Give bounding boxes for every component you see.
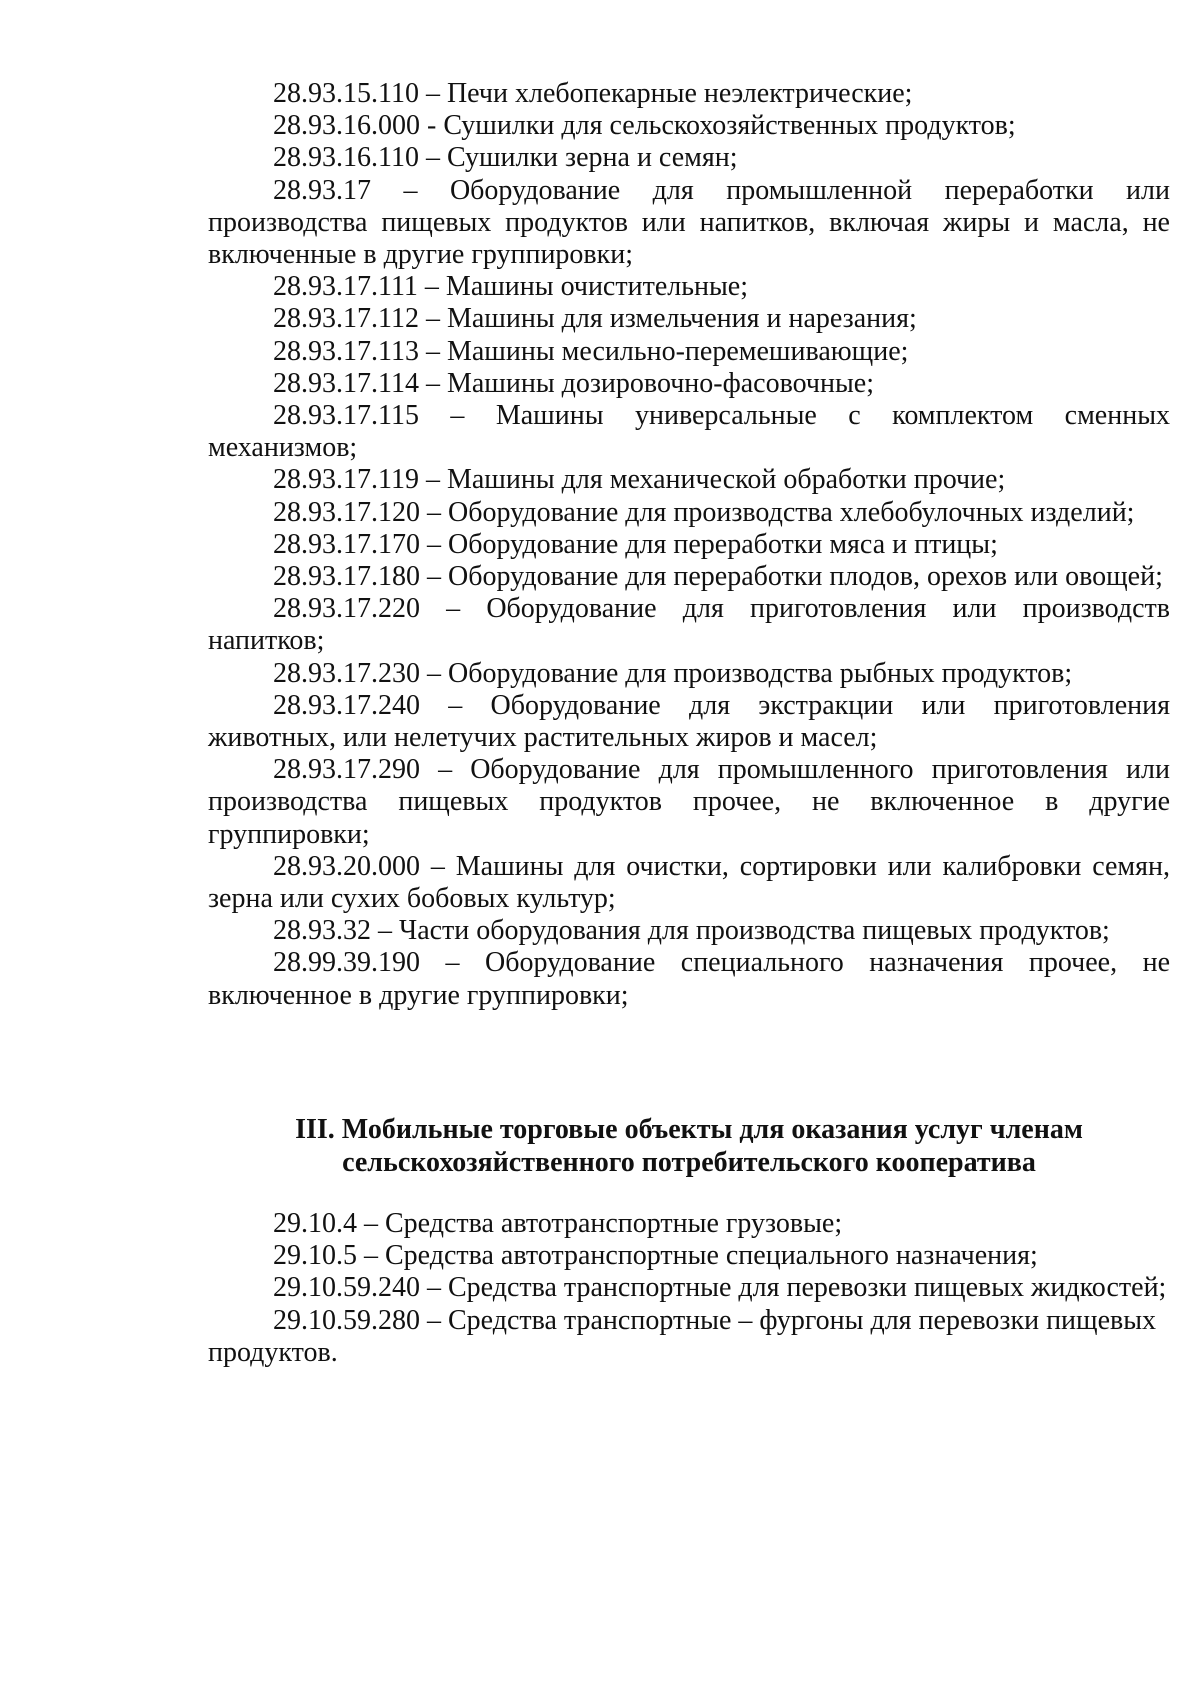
list-item: 28.93.17.240 – Оборудование для экстракции или приготовления животных, или нелетучих растительных жиров и масел; <box>208 689 1170 754</box>
list-item: 28.93.17.114 – Машины дозировочно-фасовочные; <box>273 367 875 399</box>
section-heading-line-2: сельскохозяйственного потребительского кооператива <box>342 1147 1036 1178</box>
list-item: 28.93.15.110 – Печи хлебопекарные неэлектрические; <box>273 78 913 109</box>
list-item: 28.93.17.112 – Машины для измельчения и нарезания; <box>273 303 917 335</box>
list-item: 28.93.20.000 – Машины для очистки, сортировки или калибровки семян, зерна или сухих бобовых культур; <box>208 850 1170 915</box>
list-item: 28.93.17.120 – Оборудование для производства хлебобулочных изделий; <box>273 496 1135 528</box>
list-item: 28.93.16.110 – Сушилки зерна и семян; <box>273 142 738 174</box>
list-item: 29.10.59.280 – Средства транспортные – фургоны для перевозки пищевых продуктов. <box>208 1304 1157 1368</box>
list-item: 28.93.17.230 – Оборудование для производства рыбных продуктов; <box>273 657 1073 689</box>
list-item: 28.93.32 – Части оборудования для производства пищевых продуктов; <box>273 915 1110 947</box>
equipment-code-list <box>0 78 1200 1012</box>
list-item: 28.93.17.220 – Оборудование для приготовления или производств напитков; <box>208 593 1170 657</box>
list-item: 28.93.17.119 – Машины для механической обработки прочие; <box>273 464 1006 496</box>
list-item: 28.93.17.290 – Оборудование для промышленного приготовления или производства пищевых продуктов прочее, не включенное в другие группировки; <box>208 754 1170 850</box>
list-item: 28.93.17.170 – Оборудование для переработки мяса и птицы; <box>273 528 998 560</box>
vehicle-code-list <box>0 1208 1200 1369</box>
list-item: 28.93.17.115 – Машины универсальные с комплектом сменных механизмов; <box>208 400 1170 464</box>
list-item: 29.10.4 – Средства автотранспортные грузовые; <box>273 1208 843 1239</box>
list-item: 28.93.17.111 – Машины очистительные; <box>273 271 748 303</box>
list-item: 29.10.5 – Средства автотранспортные специального назначения; <box>273 1240 1038 1272</box>
list-item: 28.93.17.180 – Оборудование для переработки плодов, орехов или овощей; <box>273 561 1163 593</box>
list-item: 28.93.17.113 – Машины месильно-перемешивающие; <box>273 335 909 367</box>
list-item: 29.10.59.240 – Средства транспортные для перевозки пищевых жидкостей; <box>273 1272 1167 1304</box>
list-item: 28.93.16.000 - Сушилки для сельскохозяйственных продуктов; <box>273 110 1016 142</box>
section-heading <box>0 1113 1200 1179</box>
list-item: 28.99.39.190 – Оборудование специального назначения прочее, не включенное в другие группировки; <box>208 947 1170 1011</box>
section-heading-line-1: III. Мобильные торговые объекты для оказания услуг членам <box>295 1114 1083 1145</box>
list-item: 28.93.17 – Оборудование для промышленной переработки или производства пищевых продуктов или напитков, включая жиры и масла, не включенные в другие группировки; <box>208 174 1170 271</box>
